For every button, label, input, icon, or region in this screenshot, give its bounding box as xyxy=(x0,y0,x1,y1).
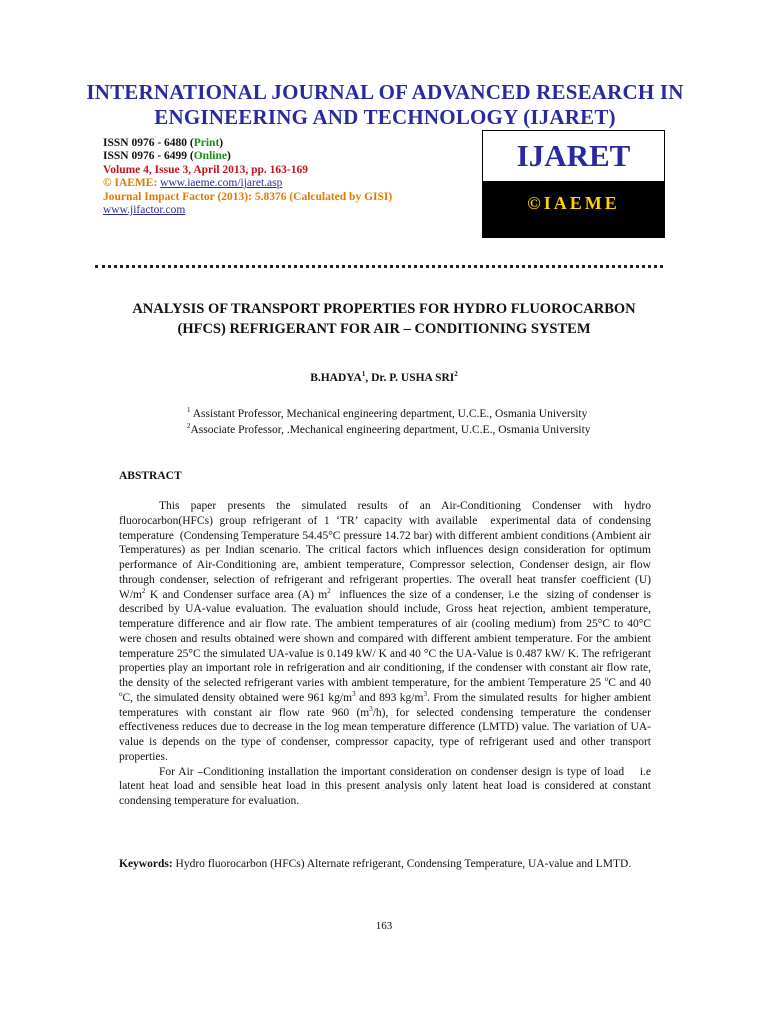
keywords xyxy=(119,857,651,872)
logo-name: IJARET xyxy=(516,138,631,173)
online-tag: Online xyxy=(193,150,227,163)
iaeme-line: © IAEME: www.iaeme.com/ijaret.asp xyxy=(103,177,283,190)
iaeme-label: © IAEME xyxy=(103,177,154,190)
keywords-label: Keywords: xyxy=(119,858,173,870)
page-number: 163 xyxy=(375,920,393,932)
abstract-body xyxy=(119,499,651,809)
header-divider xyxy=(95,265,663,268)
affiliations xyxy=(187,407,591,438)
impact-factor: Journal Impact Factor (2013): 5.8376 (Calculated by GISI) xyxy=(103,190,393,203)
print-tag: Print xyxy=(193,137,220,149)
iaeme-link[interactable]: www.iaeme.com/ijaret.asp xyxy=(160,177,283,190)
abstract-paragraph-2: For Air –Conditioning installation the important consideration on condenser design is type of load i.e latent heat load and sensible heat load in this present analysis only latent heat load is considered at constant condensing temperature for evaluation. xyxy=(119,765,651,807)
journal-meta xyxy=(103,137,483,217)
affiliation-1: $^1$ Assistant Professor, Mechanical engineering department, U.C.E., Osmania University xyxy=(187,406,588,420)
abstract-paragraph-1: This paper presents the simulated results of an Air-Conditioning Condenser with hydro fluorocarbon(HFCs) group refrigerant of 1 ‘TR’ capacity with available experimental data of condensing temperature (Condensing Temperature 54.45°C pressure 14.72 bar) with different ambient conditions (Ambient air Temperatures) as per Indian scenario. The critical factors which influences design consideration for optimum performance of Air-Conditioning are, ambient temperature, Compressor selection, Condenser design, air flow through condenser, selection of refrigerant and refrigerant properties. The overall heat transfer coefficient (U) $W/m^2$ K and Condenser surface area (A) $m^2$ influences the size of a condenser, i.e the sizing of condenser is described by UA-value evaluation. The evaluation should include, Gross heat rejection, ambient temperature, temperature difference and air flow rate. The ambient temperatures of air (cooling medium) from 25°C to 40°C were chosen and results obtained were shown and compared with different ambient temperature. For the ambient temperature 25°C the simulated UA-value is 0.149 kW/ K and 40 °C the UA-Value is 0.487 kW/ K. The refrigerant properties play an important role in refrigeration and air conditioning, if the condenser with constant air flow rate, the density of the selected refrigerant varies with ambient temperature, for the ambient Temperature 25 $^o$C and 40 $^o$C, the simulated density obtained were 961 $kg/m^3$ and 893 $kg/m^3$. From the simulated results for higher ambient temperatures with constant air flow rate 960 $(m^3/h)$, for selected condensing temperature the condenser effectiveness reduces due to decrease in the log mean temperature difference (LMTD) value. The variation of UA-value is depends on the type of condenser, compressor capacity, type of refrigerant used and other transport properties. xyxy=(119,500,652,763)
authors: B.HADYA$^1$, Dr. P. USHA SRI$^2$ xyxy=(310,370,458,384)
paper-title: ANALYSIS OF TRANSPORT PROPERTIES FOR HYDRO FLUOROCARBON (HFCS) REFRIGERANT FOR AIR – CONDITIONING SYSTEM xyxy=(132,301,636,337)
affiliation-2: $^2$Associate Professor, .Mechanical engineering department, U.C.E., Osmania University xyxy=(187,421,591,436)
volume-info: Volume 4, Issue 3, April 2013, pp. 163-169 xyxy=(103,163,309,176)
abstract-heading: ABSTRACT xyxy=(119,470,182,482)
keywords-text: Hydro fluorocarbon (HFCs) Alternate refrigerant, Condensing Temperature, UA-value and LMTD. xyxy=(175,858,632,870)
journal-logo xyxy=(482,130,665,238)
author-1: B.HADYA xyxy=(310,372,362,384)
issn-online: ISSN 0976 - 6499 (Online) xyxy=(103,150,231,163)
journal-title: INTERNATIONAL JOURNAL OF ADVANCED RESEARCH IN ENGINEERING AND TECHNOLOGY (IJARET) xyxy=(86,80,684,129)
issn-print: ISSN 0976 - 6480 (Print) xyxy=(103,137,224,149)
logo-publisher: ©IAEME xyxy=(483,181,664,237)
author-2: Dr. P. USHA SRI xyxy=(371,372,455,384)
jifactor-link[interactable]: www.jifactor.com xyxy=(103,204,186,217)
